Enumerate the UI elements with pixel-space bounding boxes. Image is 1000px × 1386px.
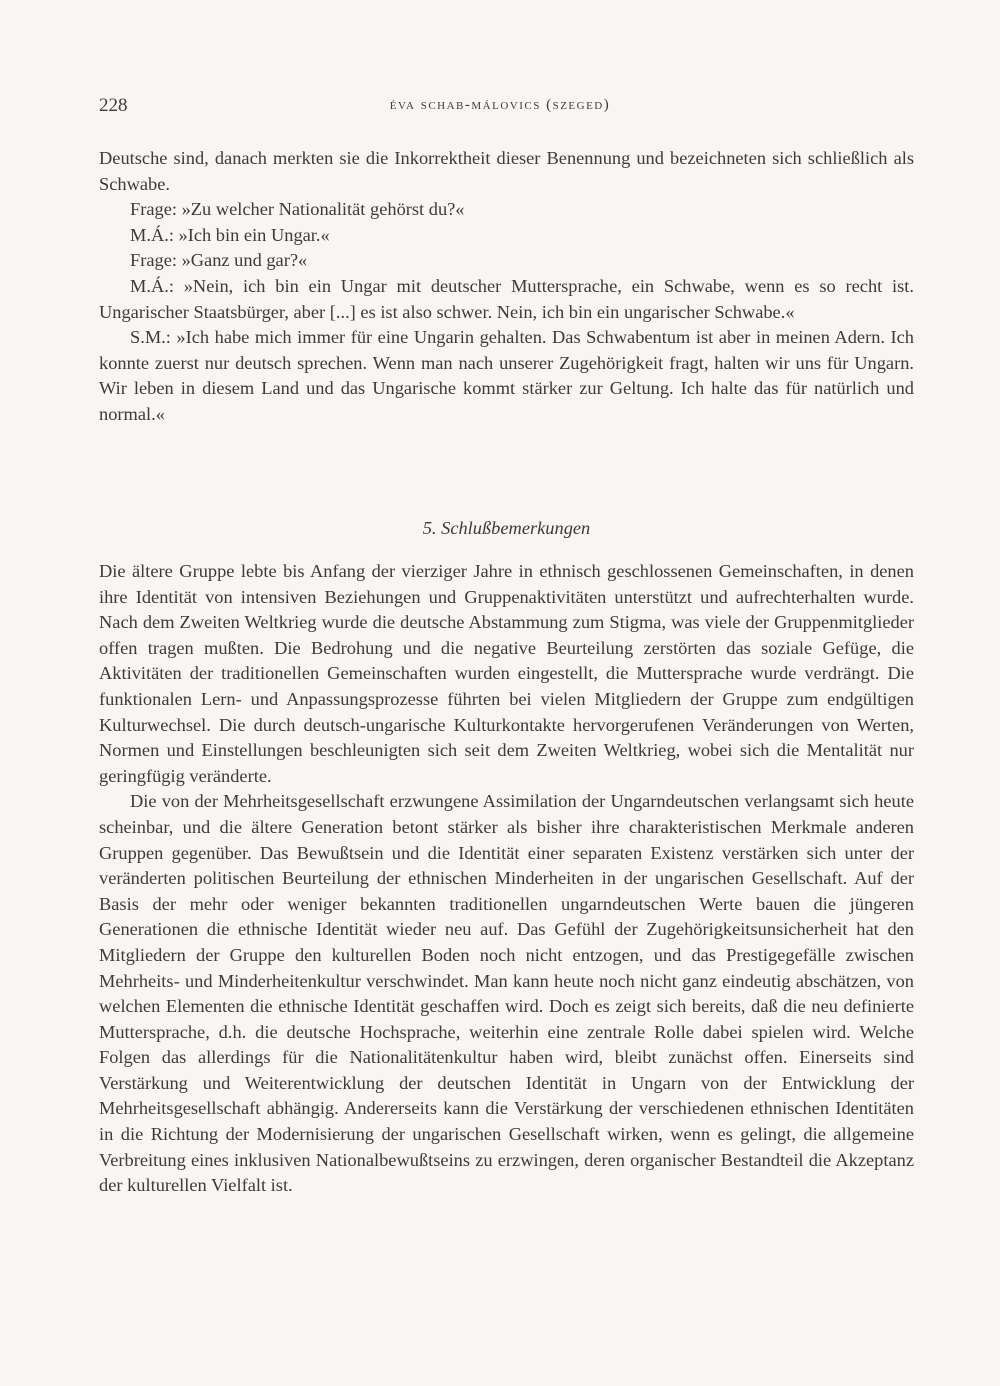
interview-answer: M.Á.: »Ich bin ein Ungar.« <box>130 224 330 245</box>
page-header <box>99 95 901 121</box>
body-paragraph: Deutsche sind, danach merkten sie die Inkorrektheit dieser Benennung und bezeichneten sich schließlich als Schwabe. <box>99 148 914 194</box>
interview-excerpt <box>99 146 914 428</box>
page-number: 228 <box>99 95 128 116</box>
interview-answer: M.Á.: »Nein, ich bin ein Ungar mit deutscher Muttersprache, ein Schwabe, wenn es so recht ist. Ungarischer Staatsbürger, aber [...] es ist also schwer. Nein, ich bin ein ungarischer Schwabe.« <box>99 275 914 322</box>
interview-question: Frage: »Ganz und gar?« <box>130 250 308 271</box>
section-body <box>99 559 914 1199</box>
body-paragraph: Die ältere Gruppe lebte bis Anfang der vierziger Jahre in ethnisch geschlossenen Gemeinschaften, in denen ihre Identität von intensiven Beziehungen und Gruppenaktivitäten unterstützt und aufrechterhalten wurde. Nach dem Zweiten Weltkrieg wurde die deutsche Abstammung zum Stigma, was viele der Gruppenmitglieder offen tragen mußten. Die Bedrohung und die negative Beurteilung zerstörten das soziale Gefüge, die Aktivitäten der traditionellen Gemeinschaften wurden eingestellt, die Muttersprache wurde verdrängt. Die funktionalen Lern- und Anpassungsprozesse führten bei vielen Mitgliedern der Gruppe zum endgültigen Kulturwechsel. Die durch deutsch-ungarische Kulturkontakte hervorgerufenen Veränderungen von Werten, Normen und Einstellungen beschleunigten sich seit dem Zweiten Weltkrieg, wobei sich die Mentalität nur geringfügig veränderte. <box>99 561 914 786</box>
interview-question: Frage: »Zu welcher Nationalität gehörst du?« <box>130 199 465 220</box>
running-head: éva schab-málovics (szeged) <box>389 97 611 113</box>
section-heading: 5. Schlußbemerkungen <box>422 518 591 538</box>
interview-answer: S.M.: »Ich habe mich immer für eine Ungarin gehalten. Das Schwabentum ist aber in meinen Adern. Ich konnte zuerst nur deutsch sprechen. Wenn man nach unserer Zugehörigkeit fragt, halten wir uns für Ungarn. Wir leben in diesem Land und das Ungarische kommt stärker zur Geltung. Ich halte das für natürlich und normal.« <box>99 327 914 424</box>
body-paragraph: Die von der Mehrheitsgesellschaft erzwungene Assimilation der Ungarndeutschen verlangsamt sich heute scheinbar, und die ältere Generation betont stärker als bisher ihre charakteristischen Merkmale anderen Gruppen gegenüber. Das Bewußtsein und die Identität einer separaten Existenz verstärken sich unter der veränderten politischen Beurteilung der ethnischen Minderheiten in der ungarischen Gesellschaft. Auf der Basis der mehr oder weniger bekannten traditionellen ungarndeutschen Werte bauen die jüngeren Generationen die ethnische Identität wieder neu auf. Das Gefühl der Zugehörigkeitsunsicherheit hat den Mitgliedern der Gruppe den kulturellen Boden noch nicht entzogen, und das Prestigegefälle zwischen Mehrheits- und Minderheitenkultur verschwindet. Man kann heute noch nicht ganz eindeutig abschätzen, von welchen Elementen die ethnische Identität geschaffen wird. Doch es zeigt sich bereits, daß die neu definierte Muttersprache, d.h. die deutsche Hochsprache, weiterhin eine zentrale Rolle dabei spielen wird. Welche Folgen das allerdings für die Nationalitätenkultur haben wird, bleibt zunächst offen. Einerseits sind Verstärkung und Weiterentwicklung der deutschen Identität in Ungarn von der Entwicklung der Mehrheitsgesellschaft abhängig. Andererseits kann die Verstärkung der verschiedenen ethnischen Identitäten in die Richtung der Modernisierung der ungarischen Gesellschaft wirken, wenn es gelingt, die allgemeine Verbreitung eines inklusiven Nationalbewußtseins zu erzwingen, deren organischer Bestandteil die Akzeptanz der kulturellen Vielfalt ist. <box>99 791 914 1196</box>
